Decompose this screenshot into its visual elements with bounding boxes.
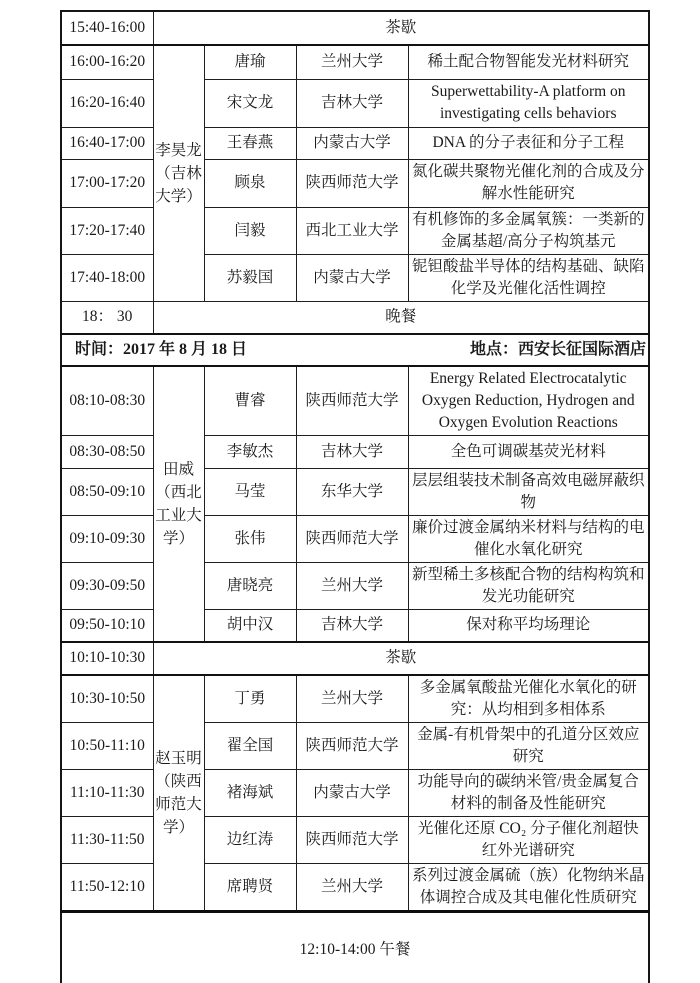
time-cell: 10:50-11:10 bbox=[61, 722, 153, 769]
affiliation-cell: 陕西师范大学 bbox=[296, 159, 408, 207]
title-cell: 铌钽酸盐半导体的结构基础、缺陷化学及光催化活性调控 bbox=[408, 254, 649, 301]
talk-row bbox=[61, 159, 649, 207]
date-label: 时间：2017 年 8 月 18 日 bbox=[75, 341, 248, 358]
tea-break-row bbox=[61, 642, 649, 675]
dinner-row bbox=[61, 301, 649, 334]
talk-row bbox=[61, 254, 649, 301]
day-header bbox=[75, 339, 646, 361]
talk-row bbox=[61, 45, 649, 79]
time-cell: 11:50-12:10 bbox=[61, 863, 153, 911]
time-cell: 08:10-08:30 bbox=[61, 366, 153, 436]
affiliation-cell: 陕西师范大学 bbox=[296, 722, 408, 769]
affiliation-cell: 陕西师范大学 bbox=[296, 366, 408, 436]
talk-row bbox=[61, 366, 649, 436]
time-cell: 08:50-09:10 bbox=[61, 469, 153, 516]
speaker-cell: 唐瑜 bbox=[204, 45, 296, 79]
time-cell: 18： 30 bbox=[61, 301, 153, 334]
speaker-cell: 胡中汉 bbox=[204, 610, 296, 642]
affiliation-cell: 兰州大学 bbox=[296, 45, 408, 79]
time-cell: 10:30-10:50 bbox=[61, 675, 153, 723]
speaker-cell: 翟全国 bbox=[204, 722, 296, 769]
title-cell: 氮化碳共聚物光催化剂的合成及分解水性能研究 bbox=[408, 159, 649, 207]
talk-row bbox=[61, 769, 649, 816]
speaker-cell: 王春燕 bbox=[204, 127, 296, 159]
session-chair-cell: 田威（西北工业大学） bbox=[153, 366, 204, 642]
break-label-cell: 茶歇 bbox=[153, 11, 649, 45]
title-cell: 有机修饰的多金属氧簇：一类新的金属基超/高分子构筑基元 bbox=[408, 207, 649, 254]
title-cell: DNA 的分子表征和分子工程 bbox=[408, 127, 649, 159]
affiliation-cell: 吉林大学 bbox=[296, 79, 408, 127]
speaker-cell: 马莹 bbox=[204, 469, 296, 516]
venue-label: 地点：西安长征国际酒店 bbox=[470, 341, 647, 358]
schedule-table bbox=[60, 10, 650, 983]
speaker-cell: 席聘贤 bbox=[204, 863, 296, 911]
time-cell: 16:20-16:40 bbox=[61, 79, 153, 127]
day-header-row bbox=[61, 334, 649, 366]
title-cell: 功能导向的碳纳米管/贵金属复合材料的制备及性能研究 bbox=[408, 769, 649, 816]
talk-row bbox=[61, 863, 649, 911]
affiliation-cell: 内蒙古大学 bbox=[296, 127, 408, 159]
speaker-cell: 李敏杰 bbox=[204, 436, 296, 469]
lunch-row bbox=[61, 911, 649, 983]
affiliation-cell: 西北工业大学 bbox=[296, 207, 408, 254]
affiliation-cell: 兰州大学 bbox=[296, 675, 408, 723]
session-chair-cell: 赵玉明（陕西师范大学） bbox=[153, 675, 204, 912]
tea-break-row bbox=[61, 11, 649, 45]
title-cell: 新型稀土多核配合物的结构构筑和发光功能研究 bbox=[408, 563, 649, 610]
title-cell: 系列过渡金属硫（族）化物纳米晶体调控合成及其电催化性质研究 bbox=[408, 863, 649, 911]
time-cell: 09:10-09:30 bbox=[61, 516, 153, 563]
title-cell: 全色可调碳基荧光材料 bbox=[408, 436, 649, 469]
title-cell: 光催化还原 CO₂ 分子催化剂超快红外光谱研究 bbox=[408, 816, 649, 863]
time-cell: 17:00-17:20 bbox=[61, 159, 153, 207]
title-cell: 多金属氧酸盐光催化水氧化的研究：从均相到多相体系 bbox=[408, 675, 649, 723]
time-cell: 16:40-17:00 bbox=[61, 127, 153, 159]
speaker-cell: 曹睿 bbox=[204, 366, 296, 436]
title-cell: 稀土配合物智能发光材料研究 bbox=[408, 45, 649, 79]
affiliation-cell: 内蒙古大学 bbox=[296, 254, 408, 301]
talk-row bbox=[61, 79, 649, 127]
talk-row bbox=[61, 469, 649, 516]
speaker-cell: 苏毅国 bbox=[204, 254, 296, 301]
speaker-cell: 顾泉 bbox=[204, 159, 296, 207]
title-cell: 金属-有机骨架中的孔道分区效应研究 bbox=[408, 722, 649, 769]
time-cell: 11:10-11:30 bbox=[61, 769, 153, 816]
talk-row bbox=[61, 610, 649, 642]
talk-row bbox=[61, 722, 649, 769]
talk-row bbox=[61, 207, 649, 254]
affiliation-cell: 吉林大学 bbox=[296, 436, 408, 469]
talk-row bbox=[61, 675, 649, 723]
speaker-cell: 宋文龙 bbox=[204, 79, 296, 127]
affiliation-cell: 东华大学 bbox=[296, 469, 408, 516]
title-cell: Superwettability-A platform on investigating cells behaviors bbox=[408, 79, 649, 127]
affiliation-cell: 兰州大学 bbox=[296, 563, 408, 610]
time-cell: 11:30-11:50 bbox=[61, 816, 153, 863]
talk-row bbox=[61, 563, 649, 610]
time-cell: 17:40-18:00 bbox=[61, 254, 153, 301]
speaker-cell: 边红涛 bbox=[204, 816, 296, 863]
break-label-cell: 晚餐 bbox=[153, 301, 649, 334]
affiliation-cell: 陕西师范大学 bbox=[296, 816, 408, 863]
speaker-cell: 闫毅 bbox=[204, 207, 296, 254]
day-header-cell bbox=[61, 334, 649, 366]
time-cell: 08:30-08:50 bbox=[61, 436, 153, 469]
affiliation-cell: 吉林大学 bbox=[296, 610, 408, 642]
time-cell: 09:50-10:10 bbox=[61, 610, 153, 642]
time-cell: 17:20-17:40 bbox=[61, 207, 153, 254]
talk-row bbox=[61, 436, 649, 469]
title-cell: 廉价过渡金属纳米材料与结构的电催化水氧化研究 bbox=[408, 516, 649, 563]
time-cell: 09:30-09:50 bbox=[61, 563, 153, 610]
speaker-cell: 张伟 bbox=[204, 516, 296, 563]
talk-row bbox=[61, 816, 649, 863]
affiliation-cell: 陕西师范大学 bbox=[296, 516, 408, 563]
talk-row bbox=[61, 516, 649, 563]
title-cell: 层层组装技术制备高效电磁屏蔽织物 bbox=[408, 469, 649, 516]
time-cell: 16:00-16:20 bbox=[61, 45, 153, 79]
time-cell: 10:10-10:30 bbox=[61, 642, 153, 675]
speaker-cell: 丁勇 bbox=[204, 675, 296, 723]
title-cell: Energy Related Electrocatalytic Oxygen Reduction, Hydrogen and Oxygen Evolution Reactions bbox=[408, 366, 649, 436]
break-label-cell: 茶歇 bbox=[153, 642, 649, 675]
title-cell: 保对称平均场理论 bbox=[408, 610, 649, 642]
affiliation-cell: 内蒙古大学 bbox=[296, 769, 408, 816]
speaker-cell: 褚海斌 bbox=[204, 769, 296, 816]
affiliation-cell: 兰州大学 bbox=[296, 863, 408, 911]
lunch-label-cell: 12:10-14:00 午餐 bbox=[61, 911, 649, 983]
session-chair-cell: 李昊龙（吉林大学） bbox=[153, 45, 204, 301]
talk-row bbox=[61, 127, 649, 159]
speaker-cell: 唐晓亮 bbox=[204, 563, 296, 610]
time-cell: 15:40-16:00 bbox=[61, 11, 153, 45]
